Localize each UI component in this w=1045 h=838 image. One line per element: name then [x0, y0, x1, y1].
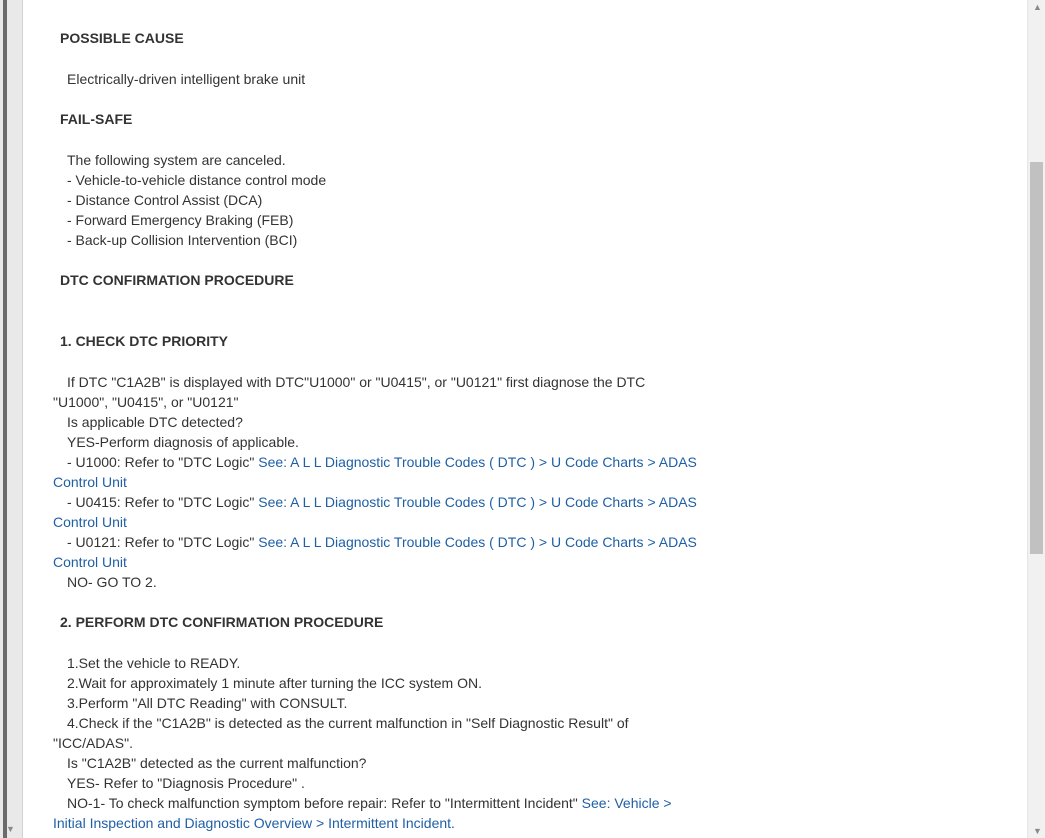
fail-safe-line: - Back-up Collision Intervention (BCI)	[67, 232, 298, 248]
ref-prefix: - U0121: Refer to "DTC Logic"	[67, 534, 259, 550]
step2-question: Is "C1A2B" detected as the current malfunction?	[67, 755, 367, 771]
step1-no: NO- GO TO 2.	[67, 574, 157, 590]
step2-yes: YES- Refer to "Diagnosis Procedure" .	[67, 775, 305, 791]
intermittent-incident-link[interactable]: See: Vehicle >	[581, 795, 672, 811]
document-content	[23, 0, 1027, 838]
left-frame-edge	[0, 0, 23, 838]
ref-prefix: - U0415: Refer to "DTC Logic"	[67, 494, 259, 510]
u0121-link[interactable]: See: A L L Diagnostic Trouble Codes ( DTC ) > U Code Charts > ADAS	[258, 534, 697, 550]
step2-no	[67, 793, 672, 813]
u0415-link[interactable]: See: A L L Diagnostic Trouble Codes ( DTC ) > U Code Charts > ADAS	[258, 494, 697, 510]
vertical-scrollbar[interactable]	[1027, 0, 1045, 838]
step1-intro-line: If DTC "C1A2B" is displayed with DTC"U1000" or "U0415", or "U0121" first diagnose the DTC	[67, 374, 646, 390]
step2-heading: 2. PERFORM DTC CONFIRMATION PROCEDURE	[60, 614, 384, 630]
step1-heading: 1. CHECK DTC PRIORITY	[60, 333, 229, 349]
intermittent-incident-link-continued[interactable]: Initial Inspection and Diagnostic Overview > Intermittent Incident.	[53, 815, 455, 831]
fail-safe-line: - Distance Control Assist (DCA)	[67, 192, 263, 208]
left-scroll-down-icon[interactable]: ▼	[6, 824, 15, 834]
u0415-link-continued[interactable]: Control Unit	[53, 514, 127, 530]
dtc-confirmation-heading: DTC CONFIRMATION PROCEDURE	[60, 272, 294, 288]
step1-ref-u0415	[67, 492, 697, 512]
u1000-link-continued[interactable]: Control Unit	[53, 474, 127, 490]
step1-ref-u1000	[67, 452, 697, 472]
step2-substep-wrap: "ICC/ADAS".	[53, 735, 133, 751]
step2-substep: 3.Perform "All DTC Reading" with CONSULT.	[67, 695, 348, 711]
step1-intro-wrap: "U1000", "U0415", or "U0121"	[53, 394, 239, 410]
step1-ref-u0121	[67, 532, 697, 552]
possible-cause-heading: POSSIBLE CAUSE	[60, 30, 184, 46]
left-frame-border	[3, 0, 7, 838]
scroll-up-icon[interactable]: ▲	[1033, 2, 1042, 12]
ref-prefix: - U1000: Refer to "DTC Logic"	[67, 454, 259, 470]
possible-cause-text: Electrically-driven intelligent brake unit	[67, 71, 306, 87]
fail-safe-heading: FAIL-SAFE	[60, 111, 133, 127]
step2-substep: 1.Set the vehicle to READY.	[67, 655, 241, 671]
step1-yes: YES-Perform diagnosis of applicable.	[67, 434, 299, 450]
u0121-link-continued[interactable]: Control Unit	[53, 554, 127, 570]
u1000-link[interactable]: See: A L L Diagnostic Trouble Codes ( DTC ) > U Code Charts > ADAS	[258, 454, 697, 470]
fail-safe-line: The following system are canceled.	[67, 152, 286, 168]
fail-safe-line: - Forward Emergency Braking (FEB)	[67, 212, 294, 228]
step1-question: Is applicable DTC detected?	[67, 414, 243, 430]
step2-substep: 2.Wait for approximately 1 minute after turning the ICC system ON.	[67, 675, 482, 691]
scrollbar-thumb[interactable]	[1030, 162, 1043, 554]
scroll-down-icon[interactable]: ▼	[1033, 826, 1042, 836]
step2-no-prefix: NO-1- To check malfunction symptom before repair: Refer to "Intermittent Incident"	[67, 795, 582, 811]
step2-substep: 4.Check if the "C1A2B" is detected as the current malfunction in "Self Diagnostic Result" of	[67, 715, 629, 731]
fail-safe-line: - Vehicle-to-vehicle distance control mode	[67, 172, 327, 188]
